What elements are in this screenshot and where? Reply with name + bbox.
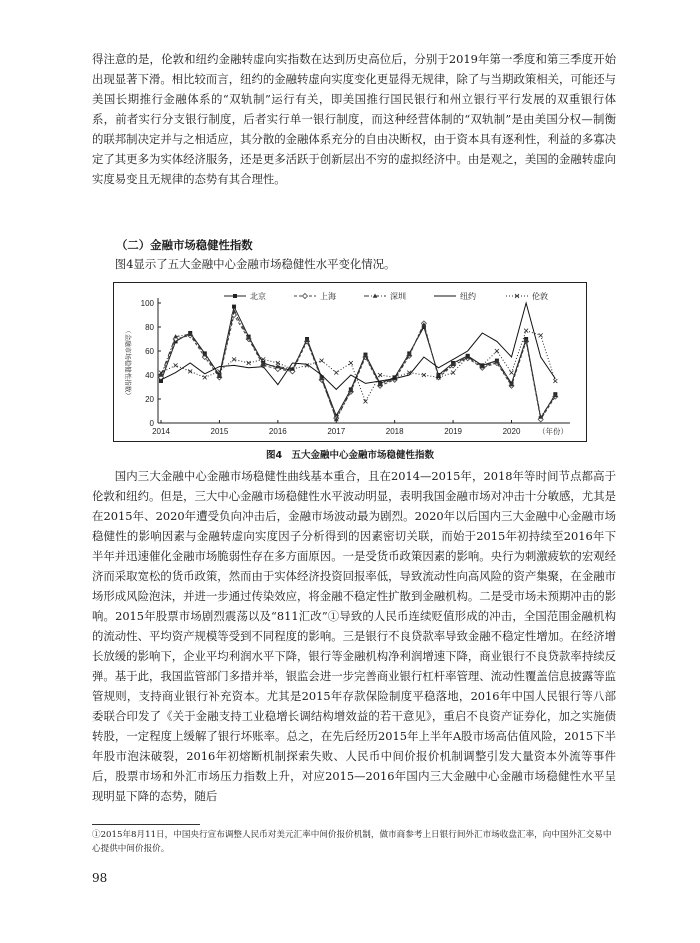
y-tick-label: 60	[145, 347, 154, 356]
x-tick-label: 2017	[327, 427, 346, 436]
line-chart	[113, 282, 587, 442]
legend-label: 纽约	[460, 292, 476, 301]
x-tick-label: 2015	[210, 427, 229, 436]
x-tick-label: 2016	[268, 427, 287, 436]
data-point	[233, 294, 237, 298]
data-point	[232, 305, 236, 309]
footnote: ①2015年8月11日，中国央行宣布调整人民币对美元汇率中间价报价机制，做市商参考上日银行间外汇市场收盘汇率，向中国外汇交易中心提供中间价报价。	[92, 830, 612, 854]
y-axis-label: （金融市场稳健性指数）	[124, 327, 132, 399]
legend-label: 深圳	[390, 292, 406, 301]
data-point	[303, 294, 308, 299]
x-tick-label: 2020	[502, 427, 521, 436]
data-point	[553, 379, 557, 383]
legend-label: 伦敦	[532, 292, 548, 301]
y-tick-label: 0	[149, 419, 154, 428]
x-tick-label: 2019	[444, 427, 462, 436]
legend-label: 北京	[250, 292, 266, 301]
y-tick-label: 20	[145, 395, 154, 404]
y-tick-label: 100	[140, 299, 154, 308]
figure-caption: 图4 五大金融中心金融市场稳健性指数	[265, 450, 435, 461]
y-tick-label: 40	[145, 371, 154, 380]
footnote-divider	[92, 824, 200, 825]
chart-svg	[114, 283, 588, 443]
data-point	[203, 375, 207, 379]
x-axis-label: （年份）	[538, 427, 568, 436]
figure-intro-text: 图4显示了五大金融中心金融市场稳健性水平变化情况。	[114, 257, 396, 271]
body-paragraph-1: 得注意的是，伦敦和纽约金融转虚向实指数在达到历史高位后，分别于2019年第一季度和第三季度开始出现显著下滑。相比较而言，纽约的金融转虚向实度变化更显得无规律，除了与当期政策相关，可能还与美国长期推行金融体系的“双轨制”运行有关，即美国推行国民银行和州立银行平行发展的双重银行体系，前者实行分支银行制度，后者实行单一银行制度，而这种经营体制的“双轨制”是由美国分权—制衡的联邦制决定并与之相适应，其分散的金融体系充分的自由决断权，由于资本具有逐利性，利益的多寡决定了其更多为实体经济服务，还是更多活跃于创新层出不穷的虚拟经济中。由是观之，美国的金融转虚向实度易变且无规律的态势有其合理性。	[92, 52, 616, 186]
data-point	[349, 361, 353, 365]
y-tick-label: 80	[145, 323, 154, 332]
series-line-2	[161, 311, 555, 419]
x-tick-label: 2014	[152, 427, 170, 436]
section-heading: （二）金融市场稳健性指数	[116, 238, 253, 252]
data-point	[320, 359, 324, 363]
data-point	[363, 399, 367, 403]
page-number: 98	[92, 871, 108, 885]
data-point	[232, 357, 236, 361]
data-point	[524, 329, 528, 333]
data-point	[334, 371, 338, 375]
data-point	[539, 333, 543, 337]
data-point	[174, 363, 178, 367]
data-point	[510, 371, 514, 375]
data-point	[451, 371, 455, 375]
data-point	[188, 369, 192, 373]
body-paragraph-2: 国内三大金融中心金融市场稳健性曲线基本重合，且在2014—2015年，2018年等时间节点都高于伦敦和纽约。但是，三大中心金融市场稳健性水平波动明显，表明我国金融市场对冲击十分敏感，尤其是在2015年、2020年遭受负向冲击后，金融市场波动最为剧烈。2020年以后国内三大金融中心金融市场稳健性的影响因素与金融转虚向实度因子分析得到的因素密切关联，而始于2015年初持续至2016年下半年并迅速催化金融市场脆弱性存在多方面原因。一是受货币政策因素的影响。央行为刺激疲软的宏观经济而采取宽松的货币政策，然而由于实体经济投资回报率低，导致流动性向高风险的资产集聚，在金融市场形成风险泡沫，并进一步通过传染效应，将金融不稳定性扩散到金融机构。二是受市场未预期冲击的影响。2015年股票市场剧烈震荡以及“811汇改”①导致的人民币连续贬值形成的冲击，全国范围金融机构的流动性、平均资产规模等受到不同程度的影响。三是银行不良贷款率导致金融不稳定性增加。在经济增长放缓的影响下，企业平均利润水平下降，银行等金融机构净利润增速下降，商业银行不良贷款率持续反弹。基于此，我国监管部门多措并举，银监会进一步完善商业银行杠杆率管理、流动性覆盖信息披露等监管规则，支持商业银行补充资本。尤其是2015年存款保险制度平稳落地，2016年中国人民银行等八部委联合印发了《关于金融支持工业稳增长调结构增效益的若干意见》，重启不良资产证券化，加之实施债转股，一定程度上缓解了银行坏账率。总之，在先后经历2015年上半年A股市场高估值风险，2015下半年股市泡沫破裂，2016年初熔断机制探索失败、人民币中间价报价机制调整引发大量资本外流等事件后，股票市场和外汇市场压力指数上升，对应2015—2016年国内三大金融中心金融市场稳健性水平呈现明显下降的态势，随后	[92, 469, 616, 803]
series-line-1	[161, 315, 555, 419]
legend-label: 上海	[320, 292, 336, 301]
x-tick-label: 2018	[385, 427, 404, 436]
data-point	[495, 349, 499, 353]
